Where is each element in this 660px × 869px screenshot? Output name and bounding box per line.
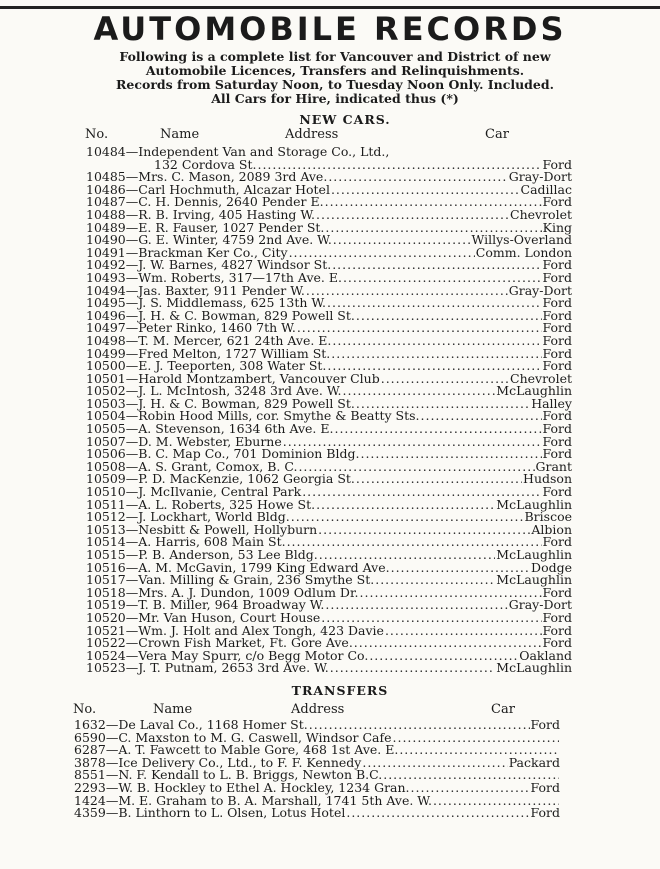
dash-separator: — [125, 597, 139, 613]
intro-line: Records from Saturday Noon, to Tuesday Noon Only. Included. [116, 77, 554, 92]
record-name-address: Vera May Spurr, c/o Begg Motor Co. [138, 647, 369, 663]
record-name-address: T. M. Mercer, 621 24th Ave. E. [138, 332, 332, 348]
dash-separator: — [125, 219, 139, 235]
record-name-address: Robin Hood Mills, cor. Smythe & Beatty Sts. [138, 408, 420, 424]
dot-leader [356, 310, 542, 323]
record-name-address: A. Harris, 608 Main St. [138, 534, 286, 550]
record-car: Ford [542, 408, 572, 424]
record-car: McLaughlin [496, 572, 572, 588]
new-cars-list [86, 146, 572, 675]
record-name-address: J. Lockhart, World Bldg. [138, 509, 290, 525]
dash-separator: — [125, 395, 139, 411]
record-car: Ford [542, 269, 572, 285]
record-number: 3878 [74, 754, 106, 770]
record-car: Gray-Dort [508, 282, 572, 298]
record-car: Cadillac [520, 181, 572, 197]
record-number: 10510 [86, 484, 126, 500]
record-car: Briscoe [524, 509, 572, 525]
record-number: 10488 [86, 206, 126, 222]
record-number: 10489 [86, 219, 126, 235]
dash-separator: — [125, 484, 139, 500]
record-car: Ford [542, 257, 572, 273]
dot-leader [360, 448, 541, 461]
list-item [74, 807, 560, 820]
record-number: 1424 [74, 792, 106, 808]
record-name-address: C. Maxston to M. G. Caswell, Windsor Cafe [118, 729, 392, 745]
dot-leader [319, 549, 496, 562]
record-number: 10490 [86, 232, 126, 248]
dot-leader [381, 373, 509, 386]
record-name-address: Peter Rinko, 1460 7th W. [138, 320, 296, 336]
dash-separator: — [105, 754, 119, 770]
record-number: 10506 [86, 446, 126, 462]
dot-leader [287, 536, 542, 549]
dot-leader [399, 744, 559, 757]
record-name-address: A. Stevenson, 1634 6th Ave. E. [138, 421, 334, 437]
dot-leader [297, 322, 542, 335]
dash-separator: — [125, 534, 139, 550]
dot-leader [327, 297, 541, 310]
dash-separator: — [125, 307, 139, 323]
record-name-address: Mrs. A. J. Dundon, 1009 Odlum Dr. [138, 584, 359, 600]
dot-leader [343, 385, 496, 398]
new-cars-section [80, 112, 590, 127]
record-number: 10519 [86, 597, 126, 613]
dash-separator: — [125, 496, 139, 512]
record-number: 10487 [86, 194, 126, 210]
record-number: 10518 [86, 584, 126, 600]
record-name-address: De Laval Co., 1168 Homer St. [118, 717, 308, 732]
column-header-no: No. [73, 702, 97, 717]
dash-separator: — [125, 521, 139, 537]
record-car: McLaughlin [496, 383, 572, 399]
record-number: 10505 [86, 421, 126, 437]
dot-leader [356, 398, 530, 411]
record-car: Ford [530, 779, 560, 795]
dash-separator: — [125, 244, 139, 260]
dot-leader [325, 599, 507, 612]
record-car: Chevrolet [510, 206, 572, 222]
record-car: Ford [530, 717, 560, 732]
record-car: Ford [542, 433, 572, 449]
record-name-address: E. R. Fauser, 1027 Pender St. [138, 219, 325, 235]
dot-leader [333, 234, 471, 247]
dash-separator: — [125, 471, 139, 487]
record-car: Ford [542, 320, 572, 336]
dash-separator: — [125, 206, 139, 222]
record-name-address: P. D. MacKenzie, 1062 Georgia St. [138, 471, 355, 487]
record-name-address: Mrs. C. Mason, 2089 3rd Ave. [138, 169, 328, 185]
transfers-section [70, 683, 610, 698]
record-car: Gray-Dort [508, 597, 572, 613]
record-name-address: Carl Hochmuth, Alcazar Hotel [138, 181, 330, 197]
record-name-address: J. H. & C. Bowman, 829 Powell St. [138, 307, 355, 323]
top-rule [0, 6, 660, 9]
record-number: 10500 [86, 358, 126, 374]
intro-line: Automobile Licences, Transfers and Relinquishments. [145, 63, 525, 78]
record-number: 10484 [86, 144, 126, 159]
dot-leader [334, 423, 541, 436]
dash-separator: — [125, 295, 139, 311]
record-car: McLaughlin [496, 660, 572, 676]
record-name-address: D. M. Webster, Eburne [138, 433, 282, 449]
record-car: Ford [542, 156, 572, 172]
record-car: King [542, 219, 572, 235]
record-number: 10521 [86, 622, 126, 638]
record-number: 10515 [86, 547, 126, 562]
dash-separator: — [105, 792, 119, 808]
intro-text [70, 50, 600, 106]
record-number: 10524 [86, 647, 126, 663]
record-number: 10512 [86, 509, 126, 525]
record-car: Ford [542, 194, 572, 210]
record-number: 10501 [86, 370, 126, 386]
dot-leader [354, 637, 542, 650]
record-name-address: Nesbitt & Powell, Hollyburn [138, 521, 318, 537]
column-header-name: Name [160, 127, 200, 142]
record-number: 4359 [74, 805, 106, 821]
record-number: 10511 [86, 496, 126, 512]
record-address-continued: 132 Cordova St. [154, 156, 257, 172]
column-headers [85, 128, 585, 142]
record-number: 10514 [86, 534, 126, 550]
dot-leader [362, 757, 507, 770]
record-number: 6590 [74, 729, 106, 745]
dot-leader [298, 461, 534, 474]
record-name-address: B. Linthorn to L. Olsen, Lotus Hotel [118, 805, 346, 821]
dot-leader [318, 524, 530, 537]
dash-separator: — [125, 647, 139, 663]
dash-separator: — [125, 635, 139, 651]
column-header-address: Address [291, 702, 345, 717]
record-car: Gray-Dort [508, 169, 572, 185]
record-name-address: Wm. Roberts, 317—17th Ave. E. [138, 269, 342, 285]
record-name-address: J. L. McIntosh, 3248 3rd Ave. W. [138, 383, 342, 399]
record-name-address: N. F. Kendall to L. B. Briggs, Newton B.C. [118, 767, 383, 783]
dash-separator: — [105, 717, 119, 732]
dot-leader [327, 360, 541, 373]
record-car: Packard [508, 754, 560, 770]
record-car: McLaughlin [496, 496, 572, 512]
record-number: 10496 [86, 307, 126, 323]
dot-leader [325, 222, 541, 235]
record-number: 10523 [86, 660, 126, 676]
record-car: Grant [535, 458, 572, 474]
dash-separator: — [125, 282, 139, 298]
dot-leader [391, 562, 530, 575]
list-item [86, 662, 572, 675]
record-car: Ford [530, 805, 560, 821]
dash-separator: — [125, 144, 139, 159]
record-car: Ford [542, 484, 572, 500]
record-name-address: E. J. Teeporten, 308 Water St. [138, 358, 327, 374]
dash-separator: — [125, 584, 139, 600]
record-number: 10508 [86, 458, 126, 474]
dash-separator: — [125, 433, 139, 449]
record-name-address: Independent Van and Storage Co., Ltd., [138, 144, 390, 159]
record-number: 10486 [86, 181, 126, 197]
dash-separator: — [125, 458, 139, 474]
record-car: Halley [531, 395, 572, 411]
dash-separator: — [105, 779, 119, 795]
record-car: Dodge [531, 559, 572, 575]
dash-separator: — [125, 332, 139, 348]
record-number: 10504 [86, 408, 126, 424]
record-name-address: Fred Melton, 1727 William St. [138, 345, 331, 361]
record-car: Albion [531, 521, 572, 537]
record-number: 10495 [86, 295, 126, 311]
dot-leader [291, 511, 524, 524]
record-name-address: J. T. Putnam, 2653 3rd Ave. W. [138, 660, 329, 676]
section-heading: TRANSFERS [291, 683, 389, 698]
record-name-address: Mr. Van Huson, Court House [138, 609, 321, 625]
dash-separator: — [125, 559, 139, 575]
record-car: Willys-Overland [471, 232, 572, 248]
record-car: Ford [542, 635, 572, 651]
dash-separator: — [125, 509, 139, 525]
record-name-address: J. McIlvanie, Central Park [138, 484, 302, 500]
dash-separator: — [125, 345, 139, 361]
dot-leader [331, 184, 520, 197]
record-name-address: A. M. McGavin, 1799 King Edward Ave. [138, 559, 390, 575]
dash-separator: — [125, 660, 139, 676]
section-heading: NEW CARS. [299, 112, 391, 127]
dot-leader [331, 348, 541, 361]
record-number: 10491 [86, 244, 126, 260]
record-number: 10509 [86, 471, 126, 487]
dot-leader [356, 473, 522, 486]
record-car: Ford [542, 358, 572, 374]
record-car: Ford [542, 295, 572, 311]
record-name-address: Brackman Ker Co., City [138, 244, 288, 260]
record-number: 2293 [74, 779, 106, 795]
dash-separator: — [125, 232, 139, 248]
record-number: 10493 [86, 269, 126, 285]
dot-leader [375, 574, 495, 587]
dot-leader [369, 650, 518, 663]
dot-leader [330, 662, 496, 675]
record-name-address: R. B. Irving, 405 Hasting W. [138, 206, 316, 222]
record-car: Ford [542, 609, 572, 625]
intro-line: Following is a complete list for Vancouver and District of new [119, 49, 551, 64]
dash-separator: — [125, 446, 139, 462]
dash-separator: — [125, 622, 139, 638]
record-name-address: J. H. & C. Bowman, 829 Powell St. [138, 395, 355, 411]
dot-leader [289, 247, 475, 260]
dash-separator: — [125, 358, 139, 374]
record-number: 10485 [86, 169, 126, 185]
dot-leader [332, 259, 541, 272]
transfers-list [74, 719, 560, 820]
dash-separator: — [105, 729, 119, 745]
dot-leader [316, 499, 495, 512]
record-car: Ford [542, 345, 572, 361]
record-name-address: Van. Milling & Grain, 236 Smythe St. [138, 572, 375, 588]
record-number: 10516 [86, 559, 126, 575]
record-name-address: B. C. Map Co., 701 Dominion Bldg. [138, 446, 360, 462]
record-car: Hudson [523, 471, 572, 487]
dash-separator: — [125, 609, 139, 625]
record-name-address: A. L. Roberts, 325 Howe St. [138, 496, 316, 512]
record-car: Ford [542, 446, 572, 462]
record-car: McLaughlin [496, 547, 572, 562]
record-name-address: Wm. J. Holt and Alex Tongh, 423 Davie [138, 622, 384, 638]
dot-leader [383, 769, 559, 782]
record-name-address: J. S. Middlemass, 625 13th W. [138, 295, 327, 311]
dash-separator: — [125, 194, 139, 210]
record-car: Ford [542, 534, 572, 550]
dash-separator: — [125, 421, 139, 437]
dot-leader [346, 807, 529, 820]
record-number: 10503 [86, 395, 126, 411]
record-name-address: A. T. Fawcett to Mable Gore, 468 1st Ave. E. [118, 742, 399, 758]
record-number: 10494 [86, 282, 126, 298]
dash-separator: — [125, 269, 139, 285]
column-header-name: Name [153, 702, 193, 717]
dot-leader [257, 159, 541, 172]
dot-leader [316, 209, 509, 222]
page-title: AUTOMOBILE RECORDS [93, 10, 567, 48]
dot-leader [343, 272, 542, 285]
column-header-car: Car [485, 127, 509, 142]
record-car: Ford [542, 421, 572, 437]
record-number: 10513 [86, 521, 126, 537]
record-name-address: W. B. Hockley to Ethel A. Hockley, 1234 Gran. [118, 779, 410, 795]
record-number: 10497 [86, 320, 126, 336]
record-name-address: J. W. Barnes, 4827 Windsor St. [138, 257, 332, 273]
record-number: 10502 [86, 383, 126, 399]
record-number: 1632 [74, 717, 106, 732]
record-car: Chevrolet [510, 370, 572, 386]
dot-leader [393, 732, 560, 745]
dash-separator: — [125, 370, 139, 386]
dash-separator: — [125, 181, 139, 197]
record-name-address: T. B. Miller, 964 Broadway W. [138, 597, 325, 613]
dot-leader [332, 335, 541, 348]
record-car: Ford [542, 622, 572, 638]
dash-separator: — [125, 572, 139, 588]
dash-separator: — [105, 742, 119, 758]
dash-separator: — [125, 257, 139, 273]
dot-leader [328, 171, 507, 184]
record-name-address: Harold Montzambert, Vancouver Club [138, 370, 380, 386]
dot-leader [321, 612, 541, 625]
record-number: 10507 [86, 433, 126, 449]
column-headers [73, 703, 573, 717]
record-car: Comm. London [475, 244, 572, 260]
dot-leader [306, 285, 508, 298]
column-header-no: No. [85, 127, 109, 142]
record-number: 10517 [86, 572, 126, 588]
dot-leader [283, 436, 542, 449]
record-car: Ford [542, 307, 572, 323]
column-header-car: Car [491, 702, 515, 717]
record-name-address: Crown Fish Market, Ft. Gore Ave. [138, 635, 353, 651]
record-number: 10492 [86, 257, 126, 273]
record-name-address: M. E. Graham to B. A. Marshall, 1741 5th Ave. W. [118, 792, 432, 808]
dash-separator: — [125, 547, 139, 562]
dot-leader [302, 486, 541, 499]
record-number: 10522 [86, 635, 126, 651]
dash-separator: — [105, 767, 119, 783]
record-number: 6287 [74, 742, 106, 758]
record-name-address: C. H. Dennis, 2640 Pender E. [138, 194, 324, 210]
record-number: 10499 [86, 345, 126, 361]
record-car: Oakland [519, 647, 572, 663]
record-number: 8551 [74, 767, 106, 783]
intro-line: All Cars for Hire, indicated thus (*) [211, 91, 459, 106]
dash-separator: — [125, 320, 139, 336]
dot-leader [421, 410, 542, 423]
record-name-address: P. B. Anderson, 53 Lee Bldg. [138, 547, 318, 562]
record-number: 10498 [86, 332, 126, 348]
dash-separator: — [125, 383, 139, 399]
dash-separator: — [105, 805, 119, 821]
record-number: 10520 [86, 609, 126, 625]
record-name-address: Ice Delivery Co., Ltd., to F. F. Kennedy [118, 754, 362, 770]
column-header-address: Address [285, 127, 339, 142]
record-car: Ford [542, 584, 572, 600]
record-name-address: Jas. Baxter, 911 Pender W. [138, 282, 305, 298]
dash-separator: — [125, 169, 139, 185]
record-name-address: G. E. Winter, 4759 2nd Ave. W. [138, 232, 332, 248]
record-car: Ford [542, 332, 572, 348]
dot-leader [411, 782, 530, 795]
record-name-address: A. S. Grant, Comox, B. C. [138, 458, 298, 474]
dot-leader [325, 196, 542, 209]
dot-leader [385, 625, 542, 638]
dot-leader [360, 587, 542, 600]
dot-leader [309, 719, 530, 732]
dot-leader [433, 795, 559, 808]
dash-separator: — [125, 408, 139, 424]
